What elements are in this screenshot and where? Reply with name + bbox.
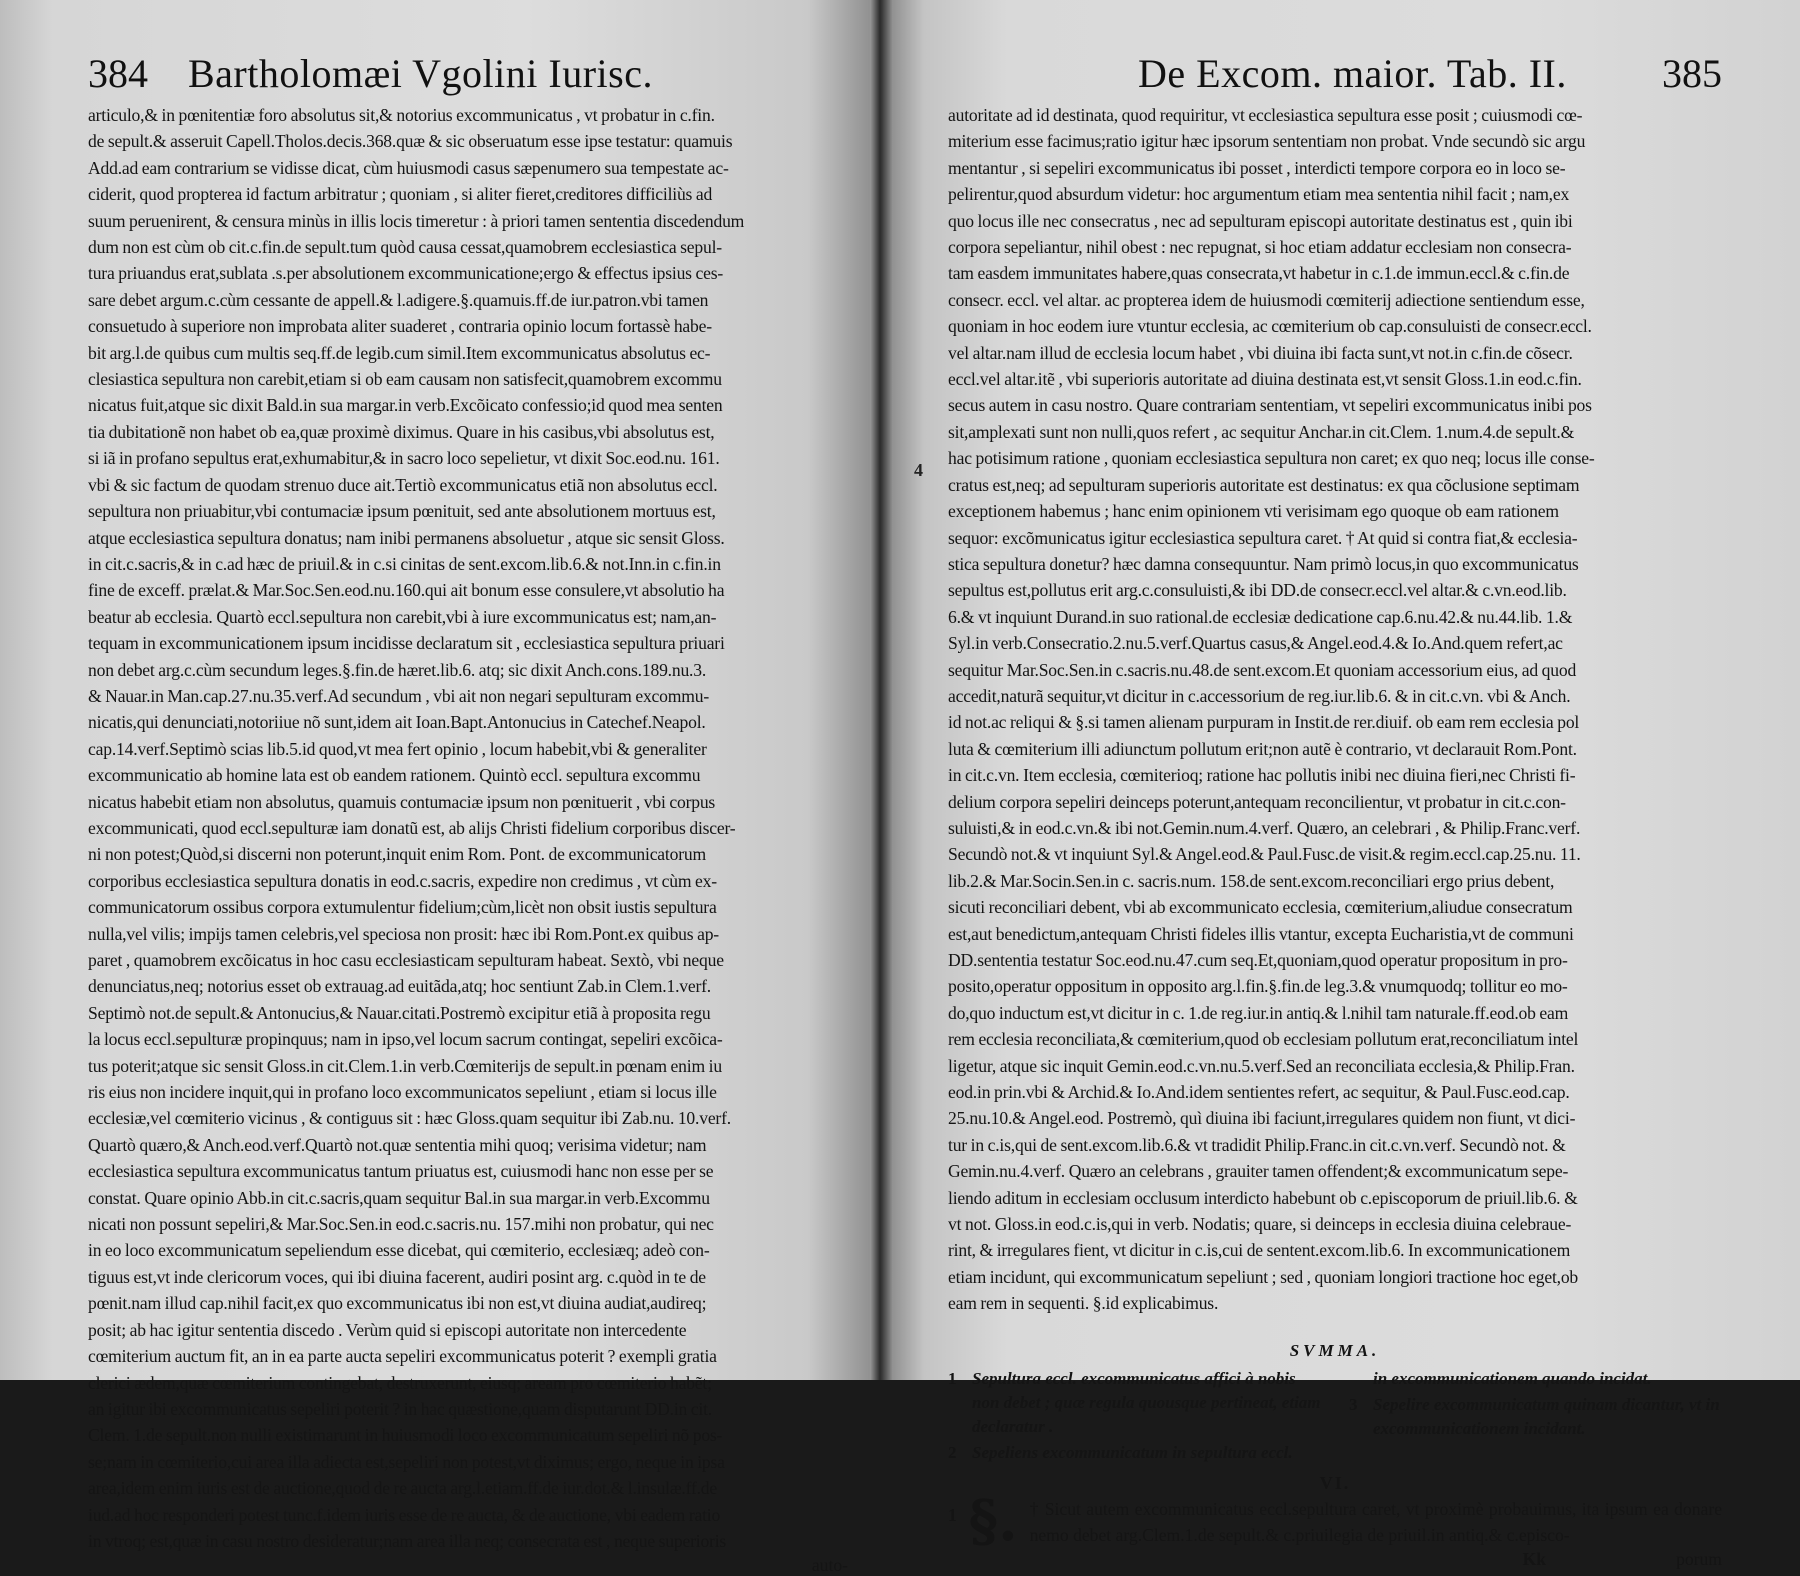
text-line: sare debet argum.c.cùm cessante de appell.& l.adigere.§.quamuis.ff.de iur.patron.vbi tamen [88,289,709,310]
summa-item-number: 3 [1349,1394,1358,1414]
text-line: ecclesiastica sepultura excommunicatus tantum priuatus est, cuiusmodi hanc non esse per se [88,1161,714,1182]
text-line: excommunicati, quod eccl.sepulturæ iam donatũ est, ab alijs Christi fidelium corporibus discer- [88,817,736,838]
text-line: miterium esse facimus;ratio igitur hæc ipsorum sententiam non probat. Vnde secundò sic argu [948,131,1586,152]
text-line: tur in c.is,qui de sent.excom.lib.6.& vt tradidit Philip.Franc.in cit.c.vn.verf. Secundò not. & [948,1134,1566,1155]
text-line: nicati non possunt sepeliri,& Mar.Soc.Sen.in eod.c.sacris.nu. 157.mihi non probatur, qui nec [88,1214,714,1235]
text-line: do,quo inductum est,vt dicitur in c. 1.de reg.iur.in antiq.& l.nihil tam naturale.ff.eod.ob eam [948,1002,1569,1023]
left-body-text [88,102,848,1554]
right-page-number: 385 [1662,51,1722,96]
text-line: dum non est cùm ob cit.c.fin.de sepult.tum quòd causa cessat,quamobrem ecclesiastica sepul- [88,237,722,258]
text-line: articulo,& in pœnitentiæ foro absolutus sit,& notorius excommunicatus , vt probatur in c.fin. [88,105,715,125]
text-line: 6.& vt inquiunt Durand.in suo rational.de ecclesiæ dedicatione cap.6.nu.42.& nu.44.lib. 1.& [948,606,1573,627]
text-line: vel altar.nam illud de ecclesia locum habet , vbi diuina ibi facta sunt,vt not.in c.fin.de cõsecr. [948,342,1573,363]
summa-block [948,1339,1722,1467]
text-line: vt not. Gloss.in eod.c.is,qui in verb. Nodatis; quare, si deinceps in ecclesia diuina celebraue- [948,1214,1572,1235]
summa-grid [948,1367,1722,1467]
left-page-number: 384 [88,51,148,96]
text-line: vbi & sic factum de quodam strenuo duce ait.Tertiò excommunicatus etiã non absolutus eccl. [88,474,718,495]
text-line: delium corpora sepeliri deinceps poterunt,antequam reconcilientur, vt probatur in cit.c.con- [948,791,1566,812]
text-line: pelirentur,quod absurdum videtur: hoc argumentum etiam mea sententia nihil facit ; nam,ex [948,184,1570,205]
text-line: hac potisimum ratione , quoniam ecclesiastica sepultura non caret; ex quo neq; locus ille conse- [948,448,1595,469]
text-line: de sepult.& asseruit Capell.Tholos.decis.368.quæ & sic obseruatum esse ipse testatur: quamuis [88,131,733,152]
text-line: in cit.c.vn. Item ecclesia, cœmiterioq; ratione hac pollutis inibi nec diuina fieri,nec Christi fi- [948,765,1576,786]
text-line: consecr. eccl. vel altar. ac propterea idem de huiusmodi cœmiterij adiectione sentiendum esse, [948,289,1585,310]
text-line: denunciatus,neq; notorius esset ob extrauag.ad euitãda,atq; hoc sentiunt Zab.in Clem.1.verf. [88,976,712,997]
text-line: liendo aditum in ecclesiam occlusum interdicto habebunt ob c.episcoporum de priuil.lib.6. & [948,1187,1578,1208]
text-line: atque ecclesiastica sepultura donatus; nam inibi permanens absoluetur , atque sic sensit Gloss. [88,527,725,548]
left-running-head [88,52,848,96]
marginal-number: 4 [914,460,923,480]
text-line: etiam incidunt, qui excommunicatum sepeliunt ; sed , quoniam longiori tractione hoc eget,ob [948,1266,1579,1287]
text-line: tia dubitationẽ non habet ob ea,quæ proximè diximus. Quare in his casibus,vbi absolutus est, [88,421,715,442]
text-line: excommunicatio ab homine lata est ob eandem rationem. Quintò eccl. sepultura excommu [88,765,701,786]
summa-item-text: in excommunicationem quando incidat. [1373,1368,1652,1388]
text-line: ris eius non incidere inquit,qui in profano loco excommunicatos sepeliunt , etiam si locus ille [88,1082,717,1103]
right-footer [948,1548,1722,1570]
summa-column-left [948,1367,1321,1467]
text-line: sepultura non priuabitur,vbi contumaciæ ipsum pœnituit, sed ante absolutionem mortuus est, [88,501,716,522]
text-line: posito,operatur oppositum in opposito arg.l.fin.§.fin.de leg.3.& vnumquodq; tollitur eo mo- [948,976,1568,997]
text-line: eccl.vel altar.itẽ , vbi superioris autoritate ad diuina destinata est,vt sensit Gloss.1.in eod.c.fin. [948,369,1582,390]
text-line: quo locus ille nec consecratus , nec ad sepulturam episcopi autoritate destinatus est , quin ibi [948,210,1573,231]
text-line: suum peruenirent, & censura minùs in illis locis timeretur : à priori tamen sententia discedendum [88,210,745,231]
text-line: eod.in prin.vbi & Archid.& Io.And.idem sentientes refert, ac sequitur, & Paul.Fusc.eod.cap. [948,1082,1570,1103]
text-line: stica sepultura donetur? hæc damna consequuntur. Nam primò locus,in quo excommunicatus [948,553,1579,574]
text-line: tam easdem immunitates habere,quas consecrata,vt habetur in c.1.de immun.eccl.& c.fin.de [948,263,1570,284]
text-line: exceptionem habemus ; hanc enim opinionem vti verisimam ego quoque ob eam rationem [948,501,1559,522]
text-line: sequitur Mar.Soc.Sen.in c.sacris.nu.48.de sent.excom.Et quoniam accessorium eius, ad quod [948,659,1577,680]
text-line: rint, & irregulares fient, vt dicitur in c.is,cui de sentent.excom.lib.6. In excommunicationem [948,1240,1571,1261]
left-running-title: Bartholomæi Vgolini Iurisc. [188,51,653,96]
summa-item [1349,1393,1722,1441]
text-line: Secundò not.& vt inquiunt Syl.& Angel.eod.& Paul.Fusc.de visit.& regim.eccl.cap.25.nu. 11. [948,844,1581,865]
text-line: accedit,naturã sequitur,vt dicitur in c.accessorium de reg.iur.lib.6. & in cit.c.vn. vbi & Anch. [948,685,1571,706]
text-line: an igitur ibi excommunicatus sepeliri poterit ? in hac quæstione,quam disputarunt DD.in cit. [88,1398,712,1419]
text-line: iud.ad hoc responderi potest tunc.f.idem iuris esse de re aucta, & de auctione, vbi eadem ratio [88,1504,721,1525]
text-line: secus autem in casu nostro. Quare contrariam sententiam, vt sepeliri excommunicatus inibi pos [948,395,1592,416]
section-symbol: §. [968,1487,1018,1554]
left-catchword: auto- [811,1555,848,1576]
text-line: suluisti,& in eod.c.vn.& ibi not.Gemin.num.4.verf. Quæro, an celebrari , & Philip.Franc.verf. [948,817,1581,838]
text-line: tus poterit;atque sic sensit Gloss.in cit.Clem.1.in verb.Cœmiterijs de sepult.in pœnam enim iu [88,1055,722,1076]
right-body-text [948,102,1722,1317]
section-text: † Sicut autem excommunicatus eccl.sepultura caret, vt proximè probauimus, ita ipsum ea donare nemo debet arg.Clem.1.de sepult.& c.priuilegia de priuil.in antiq.& c.episco- [1029,1498,1722,1545]
text-line: cœmiterium auctum fit, an in ea parte aucta sepeliri excommunicatus poterit ? exempli gratia [88,1346,717,1367]
text-line: 25.nu.10.& Angel.eod. Postremò, quì diuina ibi faciunt,irregulares quidem non fiunt, vt dici- [948,1108,1576,1129]
text-line: corpora sepeliantur, nihil obest : nec repugnat, si hoc etiam addatur ecclesiam non consecra- [948,237,1572,258]
text-line: nulla,vel vilis; impijs tamen celebris,vel speciosa non prosit: hæc ibi Rom.Pont.ex quibus ap- [88,923,719,944]
right-catchword: porum [1676,1548,1722,1569]
text-line: & Nauar.in Man.cap.27.nu.35.verf.Ad secundum , vbi ait non negari sepulturam excommu- [88,685,709,706]
text-line: ecclesiæ,vel cœmiterio vicinus , & contiguus sit : hæc Gloss.quam sequitur ibi Zab.nu. 10.verf. [88,1108,731,1129]
right-page [878,0,1800,1569]
text-line: ciderit, quod propterea id factum arbitratur ; quoniam , si aliter fieret,creditores difficiliùs ad [88,184,713,205]
text-line: Quartò quæro,& Anch.eod.verf.Quartò not.quæ sententia mihi quoq; verisima videtur; nam [88,1134,707,1155]
text-line: beatur ab ecclesia. Quartò eccl.sepultura non carebit,vbi à iure excommunicatus est; nam,an- [88,606,717,627]
book-gutter [870,0,892,1380]
summa-item-text: Sepelire excommunicatum quinam dicantur, vt in excommunicationem incidant. [1373,1394,1720,1438]
text-line: id not.ac reliqui & §.si tamen alienam purpuram in Instit.de rer.diuif. ob eam rem ecclesia pol [948,712,1580,733]
summa-item-number: 2 [948,1442,957,1462]
text-line: clerici ædem,quæ cœmiterium contingebat, destruxerunt, eiusq; aream pro cœmiterio habẽt; [88,1372,712,1393]
text-line: nicatus fuit,atque sic dixit Bald.in sua margar.in verb.Excõicato confessio;id quod mea senten [88,395,723,416]
text-line: bit arg.l.de quibus cum multis seq.ff.de legib.cum simil.Item excommunicatus absolutus ec- [88,342,711,363]
text-line: la locus eccl.sepulturæ propinquus; nam in ipso,vel locum sacrum contingat, sepeliri excõica- [88,1029,723,1050]
text-line: lib.2.& Mar.Socin.Sen.in c. sacris.num. 158.de sent.excom.reconciliari ergo prius debent, [948,870,1555,891]
section-marginal-number: 1 [948,1504,957,1525]
summa-item-text: Sepeliens excommunicatum in sepultura eccl. [972,1442,1293,1462]
text-line: non debet arg.c.cùm secundum leges.§.fin.de hæret.lib.6. atq; sic dixit Anch.cons.189.nu.3. [88,659,707,680]
text-line: in cit.c.sacris,& in c.ad hæc de priuil.& in c.si cinitas de sent.excom.lib.6.& not.Inn.in c.fin.in [88,553,721,574]
summa-item [1349,1367,1722,1391]
text-line: autoritate ad id destinata, quod requiritur, vt ecclesiastica sepultura esse posit ; cuiusmodi cœ- [948,105,1583,125]
text-line: corporibus ecclesiastica sepultura donatis in eod.c.sacris, expedire non credimus , vt cùm ex- [88,870,717,891]
text-line: Add.ad eam contrarium se vidisse dicat, cùm huiusmodi casus sæpenumero sua tempestate ac- [88,157,729,178]
summa-item-number [1349,1367,1363,1391]
text-line: nicatus habebit etiam non absolutus, quamuis contumaciæ ipsum non pœnituerit , vbi corpus [88,791,716,812]
right-running-title: De Excom. maior. Tab. II. [1138,51,1567,96]
text-line: cratus est,neq; ad sepulturam superioris autoritate est destinatus: ex qua cõclusione septimam [948,474,1580,495]
text-line: Syl.in verb.Consecratio.2.nu.5.verf.Quartus casus,& Angel.eod.4.& Io.And.quem refert,ac [948,633,1563,654]
signature-mark: Kk [1522,1548,1547,1569]
text-line: in vtroq; est,quæ in casu nostro desideratur;nam area illa neq; consecrata est , neque superioris [88,1530,727,1551]
text-line: nicatis,qui denunciati,notoriiue nõ sunt,idem ait Ioan.Bapt.Antonucius in Catechef.Neapol. [88,712,706,733]
text-line: sequor: excõmunicatus igitur ecclesiastica sepultura caret. † At quid si contra fiat,& ecclesia- [948,527,1578,548]
text-line: constat. Quare opinio Abb.in cit.c.sacris,quam sequitur Bal.in sua margar.in verb.Excommu [88,1187,710,1208]
text-line: clesiastica sepultura non carebit,etiam si ob eam causam non satisfecit,quamobrem excommu [88,369,722,390]
text-line: luta & cœmiterium illi adiunctum pollutum erit;non autẽ è contrario, vt declarauit Rom.Pont. [948,738,1577,759]
text-line: paret , quamobrem excõicatus in hoc casu ecclesiasticam sepulturam habeat. Sextò, vbi neque [88,950,724,970]
text-line: ni non potest;Quòd,si discerni non poterunt,inquit enim Rom. Pont. de excommunicatorum [88,844,706,865]
summa-title: SVMMA. [1289,1340,1381,1360]
text-line: sicuti reconciliari debent, vbi ab excommunicato ecclesia, cœmiterium,aliudue consecratum [948,897,1573,918]
text-line: est,aut benedictum,antequam Christi fideles illis vtantur, excepta Eucharistia,vt de communi [948,923,1574,944]
text-line: cap.14.verf.Septimò scias lib.5.id quod,vt mea fert opinio , locum habebit,vbi & generaliter [88,738,707,759]
text-line: tequam in excommunicationem ipsum incidisse declaratum sit , ecclesiastica sepultura priuari [88,633,725,654]
left-page [0,0,878,1576]
summa-item [948,1367,1321,1439]
text-line: Clem. 1.de sepult.non nulli existimarunt in huiusmodi loco excommunicatum sepeliri nõ pos- [88,1425,723,1446]
text-line: posit; ab hac igitur sententia discedo . Verùm quid si episcopi autoritate non intercedente [88,1319,687,1340]
text-line: in eo loco excommunicatum sepeliendum esse dicebat, qui cœmiterio, ecclesiæq; adeò con- [88,1240,710,1261]
summa-column-right [1349,1367,1722,1467]
right-running-head [948,52,1722,96]
text-line: mentantur , si sepeliri excommunicatus ibi posset , interdicti tempore corpora eo in loco se- [948,157,1566,178]
text-line: sepultus est,pollutus erit arg.c.consuluisti,& ibi DD.de consecr.eccl.vel altar.& c.vn.eod.lib. [948,580,1567,601]
text-line: consuetudo à superiore non improbata aliter suaderet , contraria opinio locum fortassè habe- [88,316,712,337]
summa-item-text: Sepultura eccl. excommunicatus affici à nobis non debet ; quæ regula quousque pertineat, etiam declaratur . [972,1368,1321,1436]
text-line: rem ecclesia reconciliata,& cœmiterium,quod ob ecclesiam pollutum erat,reconciliatum intel [948,1029,1579,1050]
text-line: quoniam in hoc eodem iure vtuntur ecclesia, ac cœmiterium ob cap.consuluisti de consecr.eccl. [948,316,1592,337]
text-line: communicatorum ossibus corpora extumulentur fidelium;cùm,licèt non obsit iustis sepultura [88,897,717,918]
text-line: fine de exceff. prælat.& Mar.Soc.Sen.eod.nu.160.qui ait bonum esse consulere,vt absolutio ha [88,580,725,601]
text-line: Gemin.nu.4.verf. Quæro an celebrans , grauiter tamen offendent;& excommunicatum sepe- [948,1161,1569,1182]
section-number: VI. [1319,1472,1351,1493]
text-line: Septimò not.de sepult.& Antonucius,& Nauar.citati.Postremò excipitur etiã à proposita regu [88,1002,711,1023]
text-line: pœnit.nam illud cap.nihil facit,ex quo excommunicatus ibi non est,vt diuina audiat,audireq; [88,1293,707,1314]
text-line: si iã in profano sepultus erat,exhumabitur,& in sacro loco sepelietur, vt dixit Soc.eod.nu. 161. [88,448,720,469]
text-line: ligetur, atque sic inquit Gemin.eod.c.vn.nu.5.verf.Sed an reconciliata ecclesia,& Philip.Fran. [948,1055,1575,1076]
text-line: se;nam in cœmiterio,cui area illa adiecta est,sepeliri non potest,vt diximus; ergo, neque in ipsa [88,1451,725,1472]
text-line: tura priuandus erat,sublata .s.per absolutionem excommunicatione;ergo & effectus ipsius ces- [88,263,724,284]
summa-item-number: 1 [948,1368,957,1388]
text-line: eam rem in sequenti. §.id explicabimus. [948,1293,1219,1314]
section-paragraph [948,1487,1722,1554]
text-line: DD.sententia testatur Soc.eod.nu.47.cum seq.Et,quoniam,quod operatur propositum in pro- [948,950,1568,970]
summa-item [948,1441,1321,1465]
text-line: tiguus est,vt inde clericorum voces, qui ibi diuina facerent, audiri posint arg. c.quòd in te de [88,1266,706,1287]
text-line: sit,amplexati sunt non nulli,quos refert , ac sequitur Anchar.in cit.Clem. 1.num.4.de sepult.& [948,421,1575,442]
text-line: area,idem enim iuris est de auctione,quod de re aucta arg.l.etiam.ff.de iur.dot.& l.insulæ.ff.de [88,1478,718,1499]
